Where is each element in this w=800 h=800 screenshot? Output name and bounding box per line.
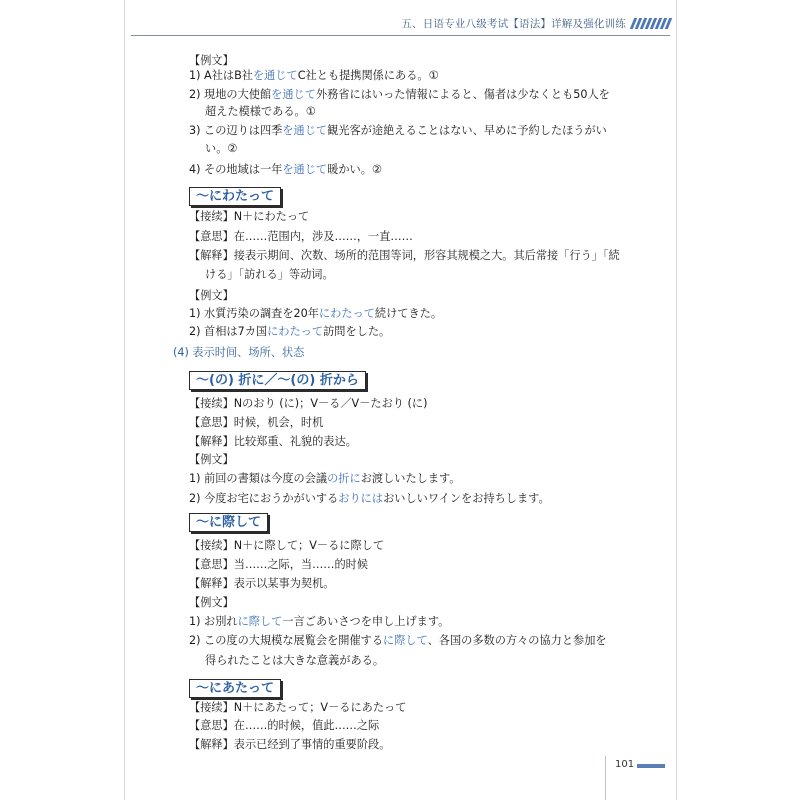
text-line: [189, 122, 662, 140]
text-line: [205, 652, 662, 670]
highlighted-grammar-text: に際して: [237, 615, 283, 628]
grammar-heading-box: ～にあたって: [189, 679, 281, 698]
text-span: 得られたことは大きな意義がある。: [205, 654, 385, 667]
text-span: 【意思】时候，机会，时机: [189, 416, 324, 429]
text-span: 【例文】: [189, 453, 234, 466]
text-span: 【意思】当……之际，当……的时候: [189, 558, 369, 571]
text-line: [189, 613, 662, 631]
text-line: [189, 305, 662, 323]
running-header-title: 五、日语专业八级考试【语法】详解及强化训练: [401, 17, 626, 30]
text-span: 【意思】在……的时候，值此……之际: [189, 719, 380, 732]
text-line: [189, 575, 662, 593]
text-line: [189, 736, 662, 754]
highlighted-grammar-text: に際して: [383, 634, 428, 647]
text-span: 【解释】表示以某事为契机。: [189, 577, 335, 590]
text-line: [189, 247, 662, 265]
text-span: 1) 前回の書類は今度の会議: [189, 472, 328, 485]
section-subheading: (4) 表示时间、场所、状态: [173, 346, 305, 359]
text-span: 【解释】比较郑重、礼貌的表达。: [189, 435, 357, 448]
text-line: [189, 556, 662, 574]
text-line: [189, 161, 662, 179]
highlighted-grammar-text: にわたって: [267, 325, 324, 338]
text-line: [189, 414, 662, 432]
text-span: 【例文】: [189, 54, 234, 67]
text-line: [189, 287, 662, 305]
highlighted-grammar-text: を通じて: [282, 124, 328, 137]
text-span: お渡しいたします。: [360, 472, 461, 485]
text-span: 【解释】表示已经到了事情的重要阶段。: [189, 738, 391, 751]
text-span: 2) 首相は7カ国: [189, 325, 268, 338]
text-span: おいしいワインをお持ちします。: [383, 492, 550, 505]
text-line: [189, 208, 662, 226]
page-content: [125, 0, 676, 800]
text-span: 【解释】接表示期间、次数、场所的范围等词，形容其规模之大。其后常接「行う」「続: [189, 249, 620, 262]
text-span: 訪問をした。: [323, 325, 391, 338]
text-line: [205, 266, 662, 284]
text-line: [189, 86, 662, 104]
text-line: [189, 490, 662, 508]
highlighted-grammar-text: を通じて: [282, 163, 328, 176]
text-line: [189, 594, 662, 612]
text-span: 2) 今度お宅におうかがいする: [189, 492, 339, 505]
text-line: [189, 470, 662, 488]
text-span: 1) お別れ: [189, 615, 238, 628]
text-span: 【接续】N＋にわたって: [189, 210, 310, 223]
grammar-heading-box: ～に際して: [189, 513, 268, 532]
grammar-heading-box: ～(の) 折に／～(の) 折から: [189, 371, 366, 390]
text-span: 【例文】: [189, 596, 234, 609]
text-span: 続けてきた。: [374, 307, 443, 320]
text-line: [205, 140, 662, 158]
text-span: 超えた模様である。①: [205, 105, 316, 118]
text-span: 、各国の多数の方々の協力と参加を: [427, 634, 607, 647]
footer-bar-decoration: [637, 764, 665, 768]
text-span: 【接续】N＋にあたって；V－るにあたって: [189, 701, 407, 714]
text-span: 外務省にはいった情報によると、傷者は少なくとも50人を: [315, 88, 610, 101]
text-line: [189, 228, 662, 246]
text-line: [189, 433, 662, 451]
page-number: 101: [615, 759, 635, 770]
text-span: 【接续】Nのおり (に)；V－る／V－たおり (に): [189, 397, 428, 410]
highlighted-grammar-text: にわたって: [318, 307, 375, 320]
text-span: 暖かい。②: [327, 163, 382, 176]
highlighted-grammar-text: の折に: [327, 472, 361, 485]
text-span: 【例文】: [189, 289, 234, 302]
text-span: C社とも提携関係にある。①: [297, 69, 439, 82]
text-line: [205, 103, 662, 121]
footer-divider: [605, 756, 606, 800]
text-span: 4) その地域は一年: [189, 163, 283, 176]
text-line: [189, 632, 662, 650]
book-page: [124, 0, 677, 800]
highlighted-grammar-text: を通じて: [252, 69, 298, 82]
text-span: 2) この度の大規模な展覧会を開催する: [189, 634, 384, 647]
text-line: [189, 717, 662, 735]
text-line: [189, 699, 662, 717]
text-span: 3) この辺りは四季: [189, 124, 283, 137]
text-span: 2) 現地の大使館: [189, 88, 272, 101]
text-span: い。②: [205, 142, 238, 155]
text-span: 観光客が途絶えることはない、早めに予約したほうがい: [327, 124, 607, 137]
text-line: [189, 395, 662, 413]
text-span: 1) 水質汚染の調査を20年: [189, 307, 319, 320]
text-span: 1) A社はB社: [189, 69, 253, 82]
highlighted-grammar-text: を通じて: [271, 88, 316, 101]
grammar-heading-box: ～にわたって: [189, 187, 281, 206]
text-span: ける」「訪れる」等动词。: [205, 268, 334, 281]
highlighted-grammar-text: おりには: [338, 492, 384, 505]
text-line: [189, 537, 662, 555]
text-line: [189, 451, 662, 469]
text-span: 【意思】在……范围内，涉及……，一直……: [189, 230, 413, 243]
text-span: 【接续】N＋に際して；V－るに際して: [189, 539, 385, 552]
text-span: 一言ごあいさつを申し上げます。: [282, 615, 450, 628]
text-line: [189, 323, 662, 341]
text-line: [189, 67, 662, 85]
